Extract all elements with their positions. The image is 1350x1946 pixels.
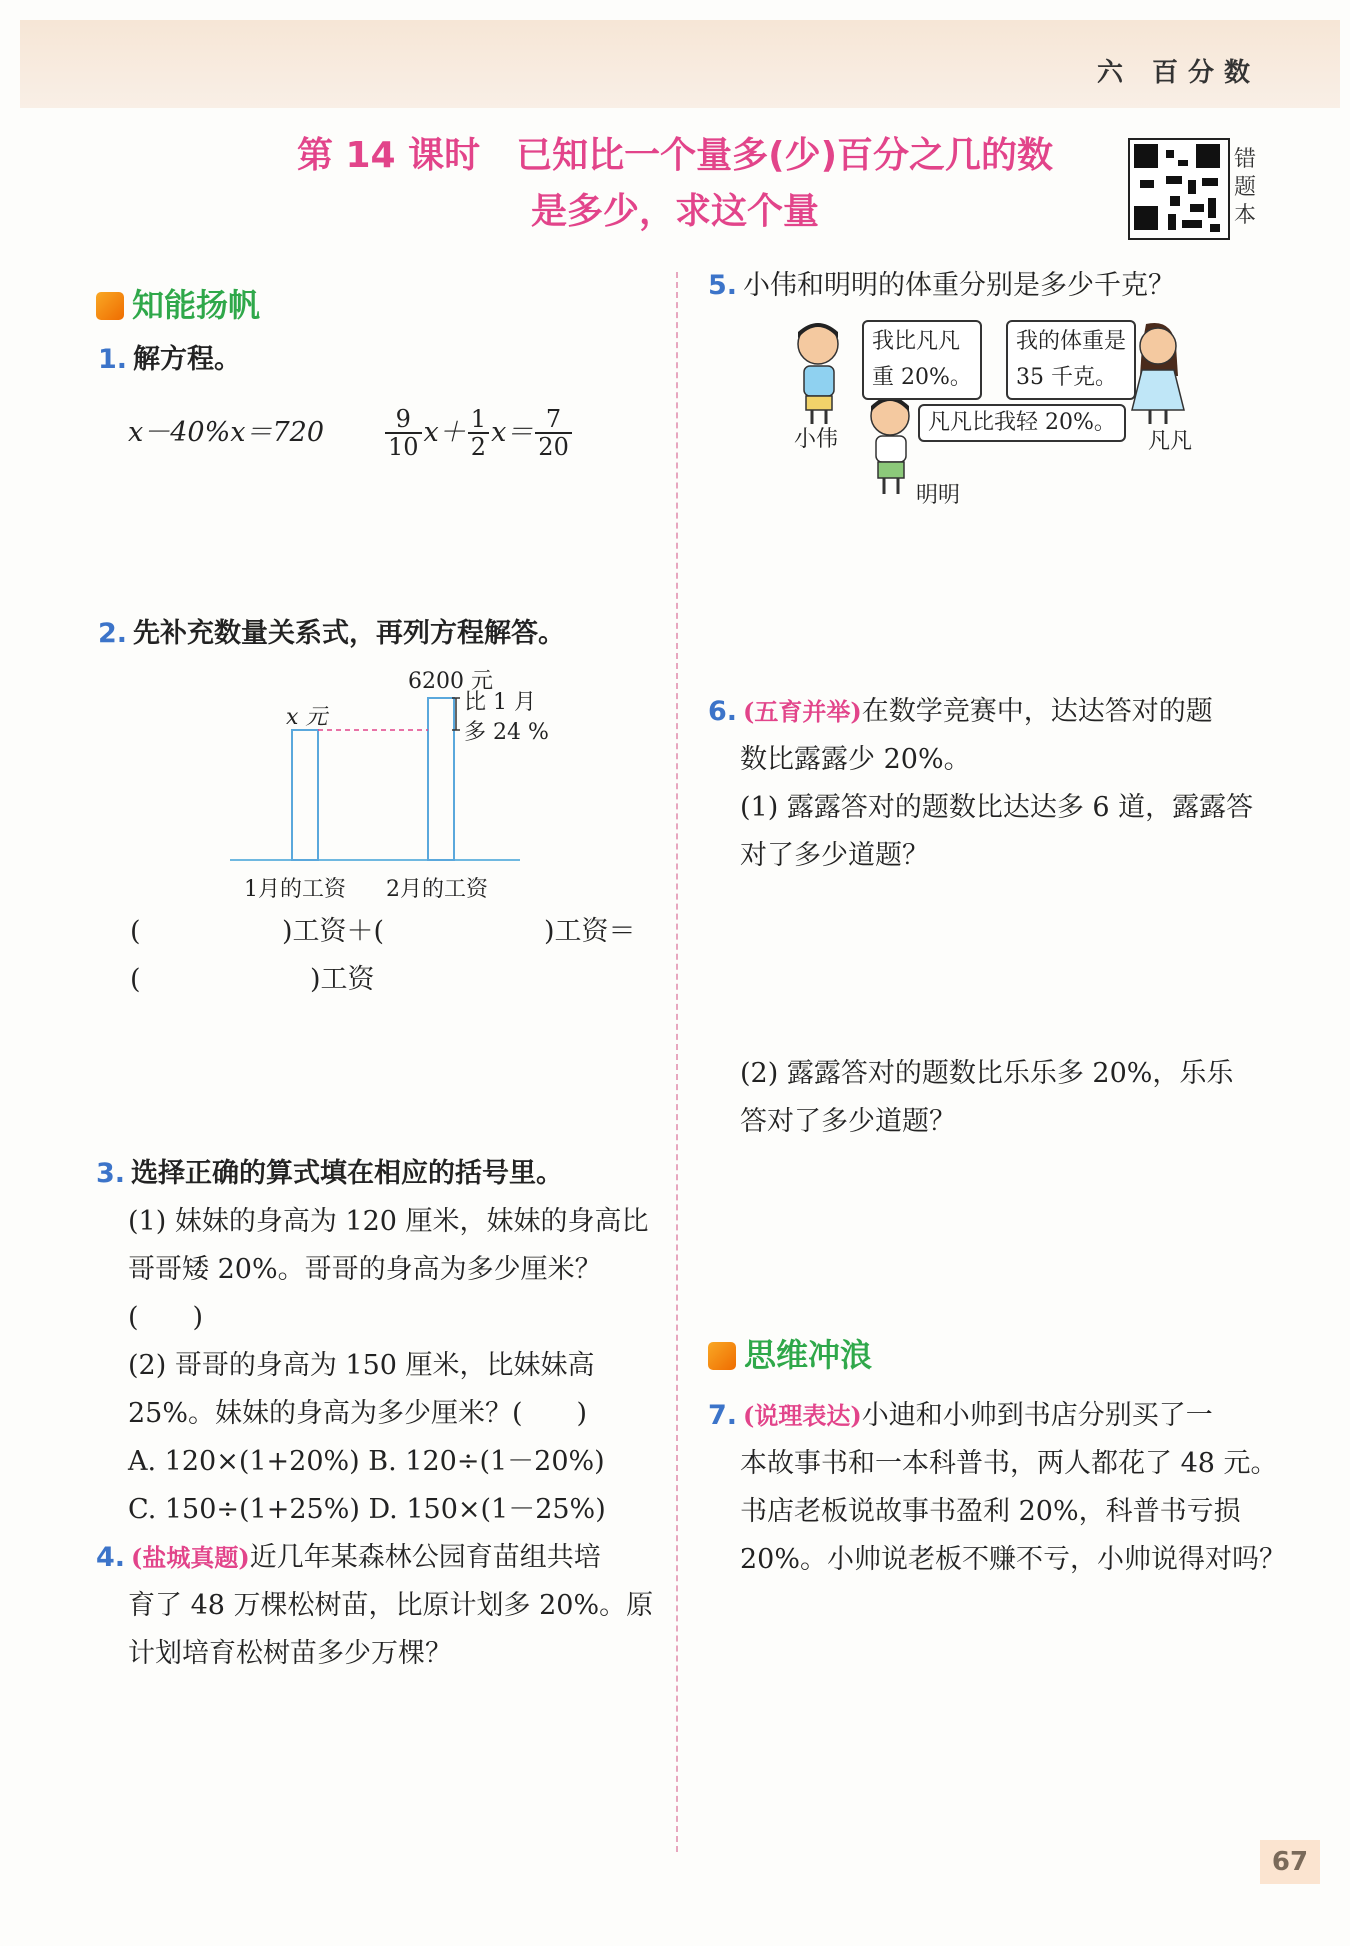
question-number: 4. — [96, 1542, 126, 1573]
qr-label-char: 错 — [1234, 147, 1257, 172]
sail-icon — [96, 292, 124, 320]
question-6-part-2: (2) 露露答对的题数比乐乐多 20%，乐乐 答对了多少道题？ — [740, 1058, 1234, 1137]
question-number: 2. — [98, 618, 128, 649]
lesson-title-line2: 是多少，求这个量 — [530, 191, 819, 232]
question-number: 7. — [708, 1400, 738, 1431]
question-tag: (五育并举) — [743, 697, 862, 726]
chapter-title: 六 百分数 — [1096, 58, 1260, 88]
qr-code-icon[interactable] — [1128, 138, 1230, 240]
page-number: 67 — [1260, 1840, 1320, 1884]
girl-fanfan-figure — [1132, 323, 1184, 424]
question-number: 3. — [96, 1158, 126, 1189]
qr-label-char: 本 — [1234, 203, 1257, 228]
question-title: 小伟和明明的体重分别是多少千克？ — [743, 270, 1176, 301]
fraction: $\frac{1}{2}$ — [468, 406, 489, 460]
note-more-24-percent: 比 1 月 多 24 % — [464, 690, 549, 745]
fraction: $\frac{9}{10}$ — [385, 406, 422, 460]
question-tag: (说理表达) — [743, 1401, 862, 1430]
question-number: 6. — [708, 696, 738, 727]
lesson-title — [240, 128, 1110, 240]
question-7: 7. (说理表达)小迪和小帅到书店分别买了一 本故事书和一本科普书，两人都花了 48 元。 书店老板说故事书盈利 20%，科普书亏损 20%。小帅说老板不赚不亏，小帅说得对吗？ — [708, 1400, 1287, 1575]
question-title: 先补充数量关系式，再列方程解答。 — [133, 618, 566, 649]
speech-bubble-fanfan: 我的体重是 35 千克。 — [1006, 320, 1136, 400]
question-2 — [98, 610, 658, 658]
question-4: 4. (盐城真题)近几年某森林公园育苗组共培 育了 48 万棵松树苗，比原计划多 20%。原 计划培育松树苗多少万棵？ — [96, 1542, 654, 1669]
bar-label-january: 1月的工资 — [244, 877, 346, 902]
options-cd: C. 150÷(1+25%) D. 150×(1－25%) — [128, 1494, 606, 1525]
bar-february — [428, 698, 454, 860]
qr-label — [1234, 146, 1258, 230]
question-title: 解方程。 — [133, 344, 242, 375]
section-heading-label: 思维冲浪 — [744, 1336, 873, 1374]
label-x-yuan: x 元 — [286, 705, 328, 730]
speech-bubble-mingming: 凡凡比我轻 20%。 — [918, 404, 1126, 442]
question-title: 选择正确的算式填在相应的括号里。 — [131, 1158, 564, 1189]
question-tag: (盐城真题) — [131, 1543, 250, 1572]
section-heading-2 — [708, 1330, 872, 1376]
equation-2: $\frac{9}{10}$ x＋ $\frac{1}{2}$ x＝ $\frac{7}{20}$ — [383, 406, 574, 460]
question-6: 6. (五育并举)在数学竞赛中，达达答对的题 数比露露少 20%。 (1) 露露答对的题数比达达多 6 道，露露答 对了多少道题？ — [708, 696, 1254, 871]
section-heading-label: 知能扬帆 — [132, 286, 261, 324]
fraction: $\frac{7}{20}$ — [535, 406, 572, 460]
equation-1: x－40%x＝720 — [128, 417, 325, 448]
bar-label-february: 2月的工资 — [386, 877, 488, 902]
column-divider — [676, 272, 678, 1852]
wave-icon — [708, 1342, 736, 1370]
qr-label-char: 题 — [1234, 175, 1257, 200]
question-1 — [98, 336, 658, 460]
options-ab: A. 120×(1+20%) B. 120÷(1－20%) — [128, 1446, 605, 1477]
boy-mingming-figure — [871, 397, 909, 494]
bar-january — [292, 730, 318, 860]
question-5 — [708, 262, 1288, 310]
relation-fill-blanks: ( )工资＋( )工资＝ ( )工资 — [130, 916, 636, 995]
speech-bubble-xiaowei: 我比凡凡 重 20%。 — [862, 320, 982, 400]
question-number: 5. — [708, 270, 738, 301]
name-label-fanfan: 凡凡 — [1148, 429, 1193, 454]
lesson-title-line1: 第 14 课时 已知比一个量多(少)百分之几的数 — [296, 135, 1054, 176]
question-3: 3. 选择正确的算式填在相应的括号里。 (1) 妹妹的身高为 120 厘米，妹妹的身高比 哥哥矮 20%。哥哥的身高为多少厘米？ ( ) (2) 哥哥的身高为 150 厘米，比妹妹高 25%。妹妹的身高为多少厘米？( ) A. 120×(1+20%) B. 120÷(1－20%) C. 150÷(1+25%) D. 150×(1－25%) — [96, 1150, 676, 1534]
name-label-mingming: 明明 — [916, 483, 961, 508]
section-heading-1 — [96, 280, 260, 326]
question-number: 1. — [98, 344, 128, 375]
boy-xiaowei-figure — [798, 323, 838, 424]
name-label-xiaowei: 小伟 — [794, 427, 839, 452]
label-6200-yuan: 6200 元 — [408, 669, 493, 694]
